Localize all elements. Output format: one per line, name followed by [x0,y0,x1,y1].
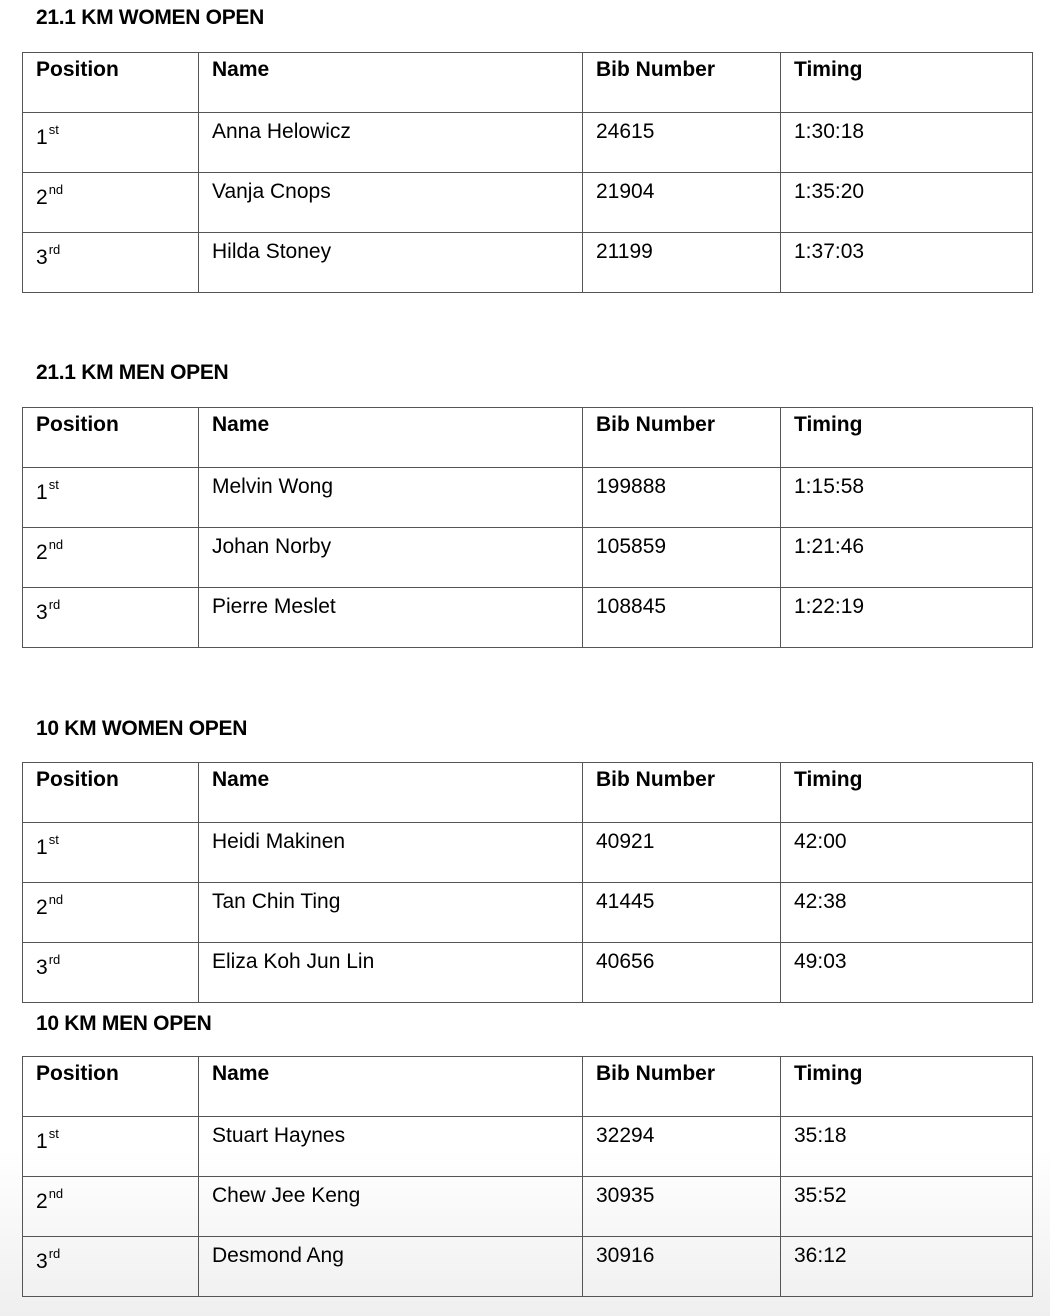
column-header-bib-number: Bib Number [583,1057,781,1117]
position-number: 3 [36,1250,48,1273]
table-row [23,588,1033,648]
table-header-row [23,1057,1033,1117]
name-cell: Johan Norby [199,528,583,588]
timing-cell: 35:52 [781,1177,1033,1237]
position-number: 2 [36,541,48,564]
position-cell [23,943,199,1003]
ordinal-suffix: st [48,477,59,492]
ordinal-suffix: rd [48,597,61,612]
bib-cell: 41445 [583,883,781,943]
table-row [23,943,1033,1003]
results-table [22,762,1033,1003]
name-cell: Desmond Ang [199,1237,583,1297]
column-header-bib-number: Bib Number [583,53,781,113]
table-row [23,528,1033,588]
name-cell: Hilda Stoney [199,233,583,293]
bib-cell: 21904 [583,173,781,233]
ordinal-suffix: st [48,122,59,137]
position-cell [23,1237,199,1297]
name-cell: Stuart Haynes [199,1117,583,1177]
table-row [23,173,1033,233]
position-cell [23,233,199,293]
table-row [23,1117,1033,1177]
timing-cell: 42:00 [781,823,1033,883]
timing-cell: 36:12 [781,1237,1033,1297]
ordinal-suffix: st [48,832,59,847]
timing-cell: 1:22:19 [781,588,1033,648]
ordinal-suffix: nd [48,1186,64,1201]
column-header-name: Name [199,763,583,823]
column-header-name: Name [199,408,583,468]
position-cell [23,823,199,883]
timing-cell: 1:30:18 [781,113,1033,173]
section-title: 21.1 KM MEN OPEN [36,361,229,384]
bib-cell: 21199 [583,233,781,293]
bib-cell: 108845 [583,588,781,648]
timing-cell: 49:03 [781,943,1033,1003]
name-cell: Chew Jee Keng [199,1177,583,1237]
position-cell [23,528,199,588]
column-header-position: Position [23,408,199,468]
table-header-row [23,53,1033,113]
position-number: 3 [36,956,48,979]
table-row [23,823,1033,883]
ordinal-suffix: rd [48,952,61,967]
timing-cell: 42:38 [781,883,1033,943]
section-title: 10 KM MEN OPEN [36,1012,212,1035]
name-cell: Melvin Wong [199,468,583,528]
bib-cell: 105859 [583,528,781,588]
ordinal-suffix: rd [48,1246,61,1261]
table-row [23,113,1033,173]
bib-cell: 40921 [583,823,781,883]
ordinal-suffix: nd [48,182,64,197]
section-title: 10 KM WOMEN OPEN [36,717,248,740]
column-header-name: Name [199,53,583,113]
table-row [23,468,1033,528]
position-cell [23,468,199,528]
timing-cell: 1:37:03 [781,233,1033,293]
bib-cell: 199888 [583,468,781,528]
bib-cell: 30916 [583,1237,781,1297]
table-header-row [23,763,1033,823]
bib-cell: 40656 [583,943,781,1003]
position-number: 2 [36,1190,48,1213]
position-cell [23,1177,199,1237]
column-header-position: Position [23,53,199,113]
timing-cell: 1:35:20 [781,173,1033,233]
position-number: 3 [36,246,48,269]
position-number: 3 [36,601,48,624]
name-cell: Eliza Koh Jun Lin [199,943,583,1003]
bib-cell: 24615 [583,113,781,173]
position-number: 1 [36,126,48,149]
table-row [23,1177,1033,1237]
section-title: 21.1 KM WOMEN OPEN [36,6,264,29]
position-cell [23,883,199,943]
timing-cell: 1:21:46 [781,528,1033,588]
column-header-timing: Timing [781,53,1033,113]
results-table [22,1056,1033,1297]
position-cell [23,173,199,233]
name-cell: Heidi Makinen [199,823,583,883]
position-number: 2 [36,896,48,919]
timing-cell: 1:15:58 [781,468,1033,528]
results-table [22,52,1033,293]
column-header-timing: Timing [781,1057,1033,1117]
position-number: 1 [36,1130,48,1153]
name-cell: Vanja Cnops [199,173,583,233]
column-header-bib-number: Bib Number [583,408,781,468]
timing-cell: 35:18 [781,1117,1033,1177]
name-cell: Anna Helowicz [199,113,583,173]
table-row [23,233,1033,293]
column-header-position: Position [23,763,199,823]
position-number: 1 [36,836,48,859]
ordinal-suffix: nd [48,892,64,907]
table-header-row [23,408,1033,468]
column-header-position: Position [23,1057,199,1117]
column-header-bib-number: Bib Number [583,763,781,823]
results-table [22,407,1033,648]
name-cell: Tan Chin Ting [199,883,583,943]
column-header-timing: Timing [781,408,1033,468]
bib-cell: 30935 [583,1177,781,1237]
position-number: 1 [36,481,48,504]
ordinal-suffix: nd [48,537,64,552]
position-cell [23,588,199,648]
ordinal-suffix: st [48,1126,59,1141]
table-row [23,883,1033,943]
ordinal-suffix: rd [48,242,61,257]
bib-cell: 32294 [583,1117,781,1177]
table-row [23,1237,1033,1297]
name-cell: Pierre Meslet [199,588,583,648]
column-header-timing: Timing [781,763,1033,823]
column-header-name: Name [199,1057,583,1117]
position-cell [23,1117,199,1177]
position-cell [23,113,199,173]
position-number: 2 [36,186,48,209]
